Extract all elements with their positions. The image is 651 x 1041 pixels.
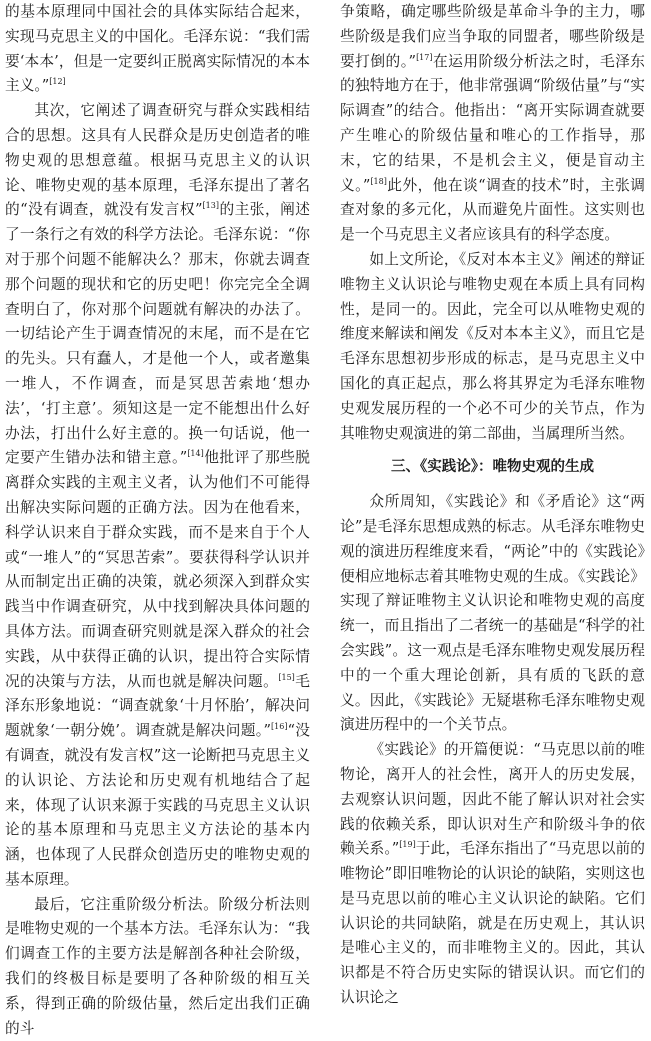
footnote-ref: [15] [278,672,295,682]
paragraph-class-analysis: 最后，它注重阶级分析法。阶级分析法则是唯物史观的一个基本方法。毛泽东认为：“我们调查工作的主要方法是解剖各种社会阶级，我们的终极目标是要明了各种阶级的相互关系，得到正确的阶级估量，然后定出我们正确的斗 [5,895,310,1037]
footnote-ref: [18] [370,176,387,186]
footnote-ref: [14] [187,449,204,459]
paragraph-practice-intro: 众所周知，《实践论》和《矛盾论》这“两论”是毛泽东思想成熟的标志。从毛泽东唯物史观的演进历程维度来看，“两论”中的《实践论》便相应地标志着其唯物史观的生成。《实践论》实现了辩证唯物主义认识论和唯物史观的高度统一，而且指出了二者统一的基础是“科学的社会实践”。这一观点是毛泽东唯物史观发展历程中的一个重大理论创新，具有质的飞跃的意义。因此，《实践论》无疑堪称毛泽东唯物史观演进历程中的一个关节点。 [340,493,645,734]
paragraph-continuation: 的基本原理同中国社会的具体实际结合起来，实现马克思主义的中国化。毛泽东说：“我们需要‘本本’，但是一定要纠正脱离实际情况的本本主义。”[12] [5,3,310,95]
paragraph-investigation: 其次，它阐述了调查研究与群众实践相结合的思想。这具有人民群众是历史创造者的唯物史观的思想意蕴。根据马克思主义的认识论、唯物史观的基本原理，毛泽东提出了著名的“没有调查，就没有发言权”[13]的主张，阐述了一条行之有效的科学方法论。毛泽东说：“你对于那个问题不能解决么？那末，你就去调查那个问题的现状和它的历史吧！你完完全全调查明白了，你对那个问题就有解决的办法了。一切结论产生于调查情况的末尾，而不是在它的先头。只有蠢人，才是他一个人，或者邀集一堆人，不作调查，而是冥思苦索地‘想办法’，‘打主意’。须知这是一定不能想出什么好办法，打出什么好主意的。换一句话说，他一定要产生错办法和错主意。”[14]他批评了那些脱离群众实践的主观主义者，认为他们不可能得出解决实际问题的正确方法。因为在他看来，科学认识来自于群众实践，而不是来自于个人或“一堆人”的“冥思苦索”。要获得科学认识并从而制定出正确的决策，就必须深入到群众实践当中作调查研究，从中找到解决具体问题的具体方法。而调查研究则就是深入群众的社会实践，从中获得正确的认识，提出符合实际情况的决策与方法，从而也就是解决问题。[15]毛泽东形象地说：“调查就象‘十月怀胎’，解决问题就象‘一朝分娩’。调查就是解决问题。”[16]“没有调查，就没有发言权”这一论断把马克思主义的认识论、方法论和历史观有机地结合了起来，体现了认识来源于实践的马克思主义认识论的基本原理和马克思主义方法论的基本内涵，也体现了人民群众创造历史的唯物史观的基本原理。 [5,102,310,888]
paragraph-summary: 如上文所论，《反对本本主义》阐述的辩证唯物主义认识论与唯物史观在本质上具有同构性，是同一的。因此，完全可以从唯物史观的维度来解读和阐发《反对本本主义》，而且它是毛泽东思想初步形成的标志，是马克思主义中国化的真正起点，那么将其界定为毛泽东唯物史观发展历程的一个必不可少的关节点，作为其唯物史观演进的第二部曲，当属理所当然。 [340,250,645,442]
left-column [5,0,310,1037]
right-column [340,0,645,1007]
footnote-ref: [13] [202,201,219,211]
section-heading: 三、《实践论》：唯物史观的生成 [391,459,594,476]
paragraph-continuation: 争策略，确定哪些阶级是革命斗争的主力，哪些阶级是我们应当争取的同盟者，哪些阶级是要打倒的。”[17]在运用阶级分析法之时，毛泽东的独特地方在于，他非常强调“阶级估量”与“实际调查”的结合。他指出：“离开实际调查就要产生唯心的阶级估量和唯心的工作指导，那末，它的结果，不是机会主义，便是盲动主义。”[18]此外，他在谈“调查的技术”时，主张调查对象的多元化，从而避免片面性。这实则也是一个马克思主义者应该具有的科学态度。 [340,3,645,244]
paragraph-practice-opening: 《实践论》的开篇便说：“马克思以前的唯物论，离开人的社会性，离开人的历史发展，去观察认识问题，因此不能了解认识对社会实践的依赖关系，即认识对生产和阶级斗争的依赖关系。”[19]于此，毛泽东指出了“马克思以前的唯物论”即旧唯物论的认识论的缺陷，实则这也是马克思以前的唯心主义认识论的缺陷。它们认识论的共同缺陷，就是在历史观上，其认识是唯心主义的，而非唯物主义的。因此，其认识都是不符合历史实际的错误认识。而它们的认识论之 [340,741,645,1007]
footnote-ref: [19] [399,840,416,850]
footnote-ref: [16] [271,722,288,732]
footnote-ref: [12] [49,77,66,87]
footnote-ref: [17] [416,52,433,62]
